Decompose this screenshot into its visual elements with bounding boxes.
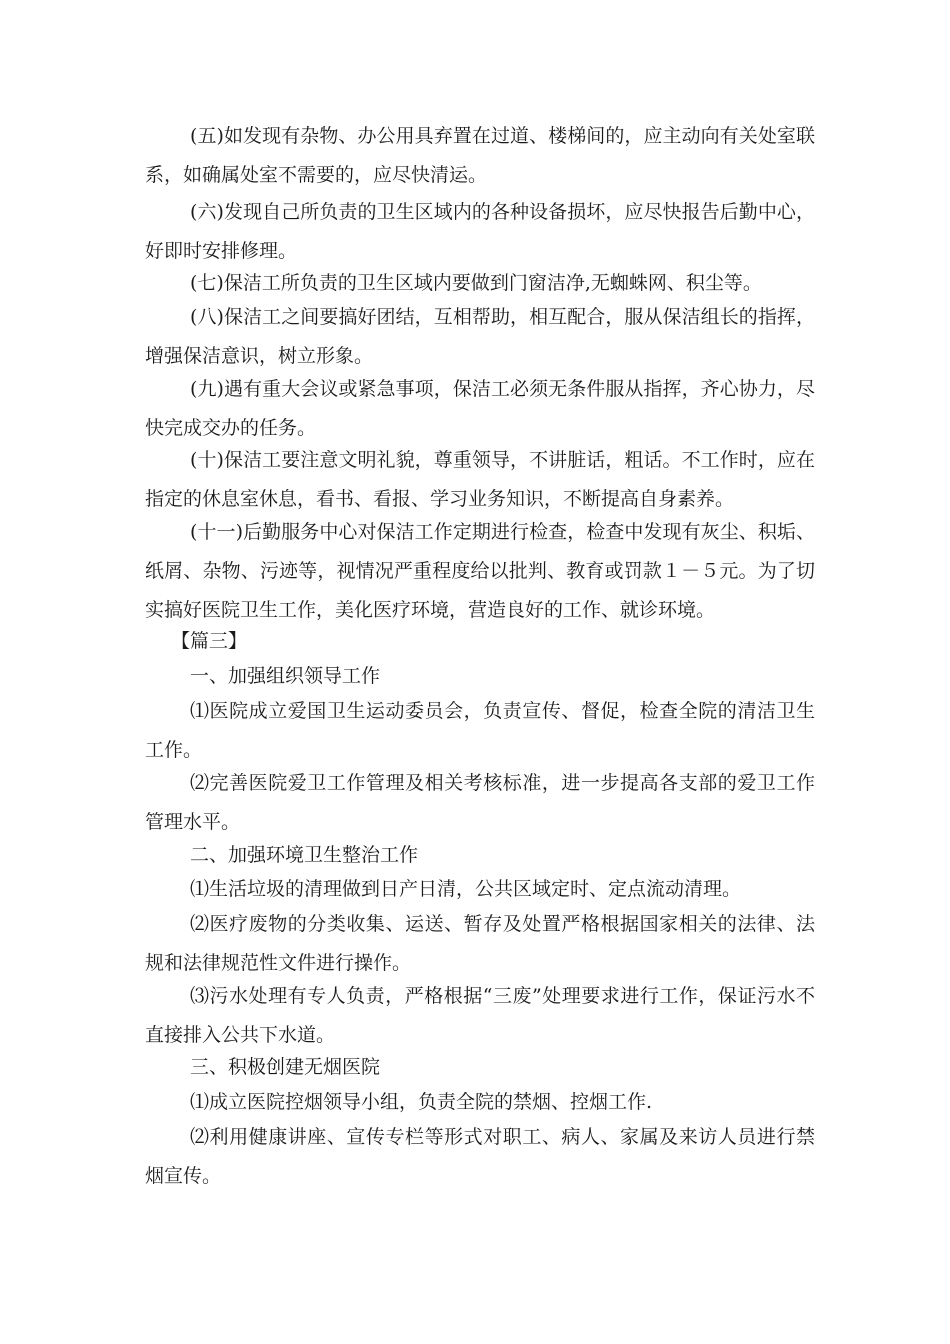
paragraph-item-6: (六)发现自己所负责的卫生区域内的各种设备损坏，应尽快报告后勤中心，好即时安排修理。	[145, 201, 815, 262]
paragraph-item-7: (七)保洁工所负责的卫生区域内要做到门窗洁净,无蜘蛛网、积尘等。	[190, 272, 762, 294]
paragraph-item-11: (十一)后勤服务中心对保洁工作定期进行检查，检查中发现有灰尘、积垢、纸屑、杂物、污迹等，视情况严重程度给以批判、教育或罚款１－５元。为了切实搞好医院卫生工作，美化医疗环境，营造良好的工作、就诊环境。	[145, 521, 815, 621]
heading-3: 三、积极创建无烟医院	[190, 1056, 381, 1078]
heading-1-item-1: ⑴医院成立爱国卫生运动委员会，负责宣传、督促，检查全院的清洁卫生工作。	[145, 700, 815, 761]
heading-1: 一、加强组织领导工作	[190, 665, 381, 687]
paragraph-item-8: (八)保洁工之间要搞好团结，互相帮助，相互配合，服从保洁组长的指挥，增强保洁意识，树立形象。	[145, 306, 815, 367]
heading-1-item-2: ⑵完善医院爱卫工作管理及相关考核标准，进一步提高各支部的爱卫工作管理水平。	[145, 772, 815, 833]
heading-2-item-3: ⑶污水处理有专人负责，严格根据“三废”处理要求进行工作，保证污水不直接排入公共下水道。	[145, 985, 815, 1046]
heading-2-item-1: ⑴生活垃圾的清理做到日产日清，公共区域定时、定点流动清理。	[190, 878, 742, 900]
heading-3-item-1: ⑴成立医院控烟领导小组，负责全院的禁烟、控烟工作.	[190, 1091, 653, 1113]
paragraph-item-5: (五)如发现有杂物、办公用具弃置在过道、楼梯间的，应主动向有关处室联系，如确属处室不需要的，应尽快清运。	[145, 125, 815, 186]
section-title: 【篇三】	[171, 630, 248, 652]
paragraph-item-10: (十)保洁工要注意文明礼貌，尊重领导，不讲脏话，粗话。不工作时，应在指定的休息室休息，看书、看报、学习业务知识，不断提高自身素养。	[145, 449, 815, 510]
heading-2: 二、加强环境卫生整治工作	[190, 844, 419, 866]
paragraph-item-9: (九)遇有重大会议或紧急事项，保洁工必须无条件服从指挥，齐心协力，尽快完成交办的任务。	[145, 378, 815, 439]
heading-3-item-2: ⑵利用健康讲座、宣传专栏等形式对职工、病人、家属及来访人员进行禁烟宣传。	[145, 1126, 815, 1187]
heading-2-item-2: ⑵医疗废物的分类收集、运送、暂存及处置严格根据国家相关的法律、法规和法律规范性文件进行操作。	[145, 913, 815, 974]
